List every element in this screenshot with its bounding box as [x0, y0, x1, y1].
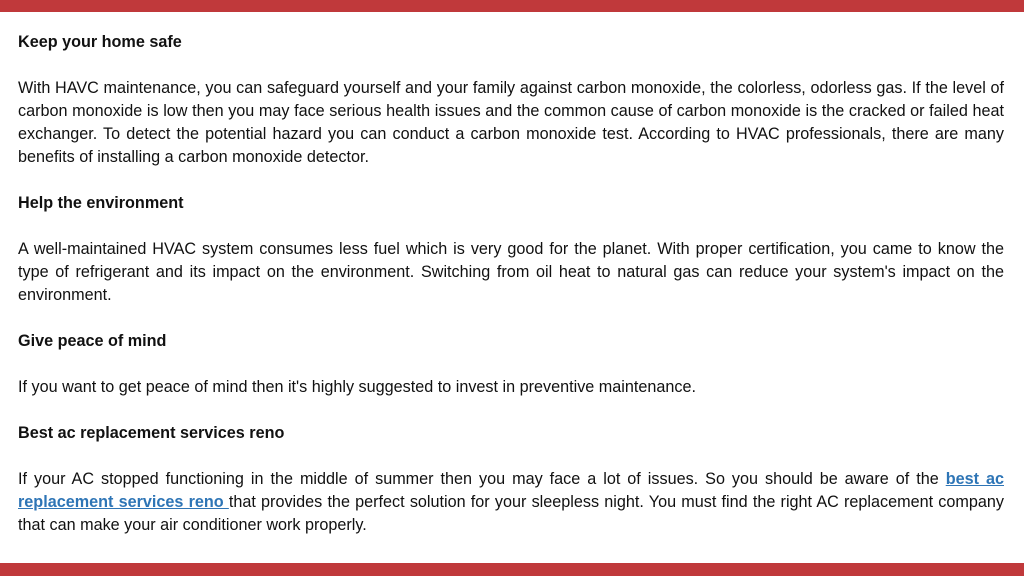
section-body-help-environment: A well-maintained HVAC system consumes less fuel which is very good for the planet. With proper certification, you came to know the type of refrigerant and its impact on the environment. Switching from oil heat to natural gas can reduce your system's impact on the environment. — [18, 240, 1004, 304]
section-heading-keep-home-safe: Keep your home safe — [18, 33, 182, 51]
ac-body-text-before: If your AC stopped functioning in the middle of summer then you may face a lot of issues. So you should be aware of the — [18, 470, 946, 488]
document-body — [18, 31, 1004, 537]
section-heading-help-environment: Help the environment — [18, 194, 184, 212]
section-body-ac-replacement — [18, 468, 1004, 537]
ac-body-text-after: that provides the perfect solution for your sleepless night. You must find the right AC replacement company that can make your air conditioner work properly. — [18, 493, 1004, 534]
section-body-peace-of-mind: If you want to get peace of mind then it's highly suggested to invest in preventive maintenance. — [18, 378, 696, 396]
section-body-keep-home-safe: With HAVC maintenance, you can safeguard yourself and your family against carbon monoxide, the colorless, odorless gas. If the level of carbon monoxide is low then you may face serious health issues and the common cause of carbon monoxide is the cracked or failed heat exchanger. To detect the potential hazard you can conduct a carbon monoxide test. According to HVAC professionals, there are many benefits of installing a carbon monoxide detector. — [18, 79, 1004, 166]
section-heading-ac-replacement: Best ac replacement services reno — [18, 424, 285, 442]
top-accent-bar — [0, 0, 1024, 12]
ac-replacement-link[interactable]: best ac replacement services reno — [18, 470, 1004, 511]
section-heading-peace-of-mind: Give peace of mind — [18, 332, 167, 350]
bottom-accent-bar — [0, 563, 1024, 576]
